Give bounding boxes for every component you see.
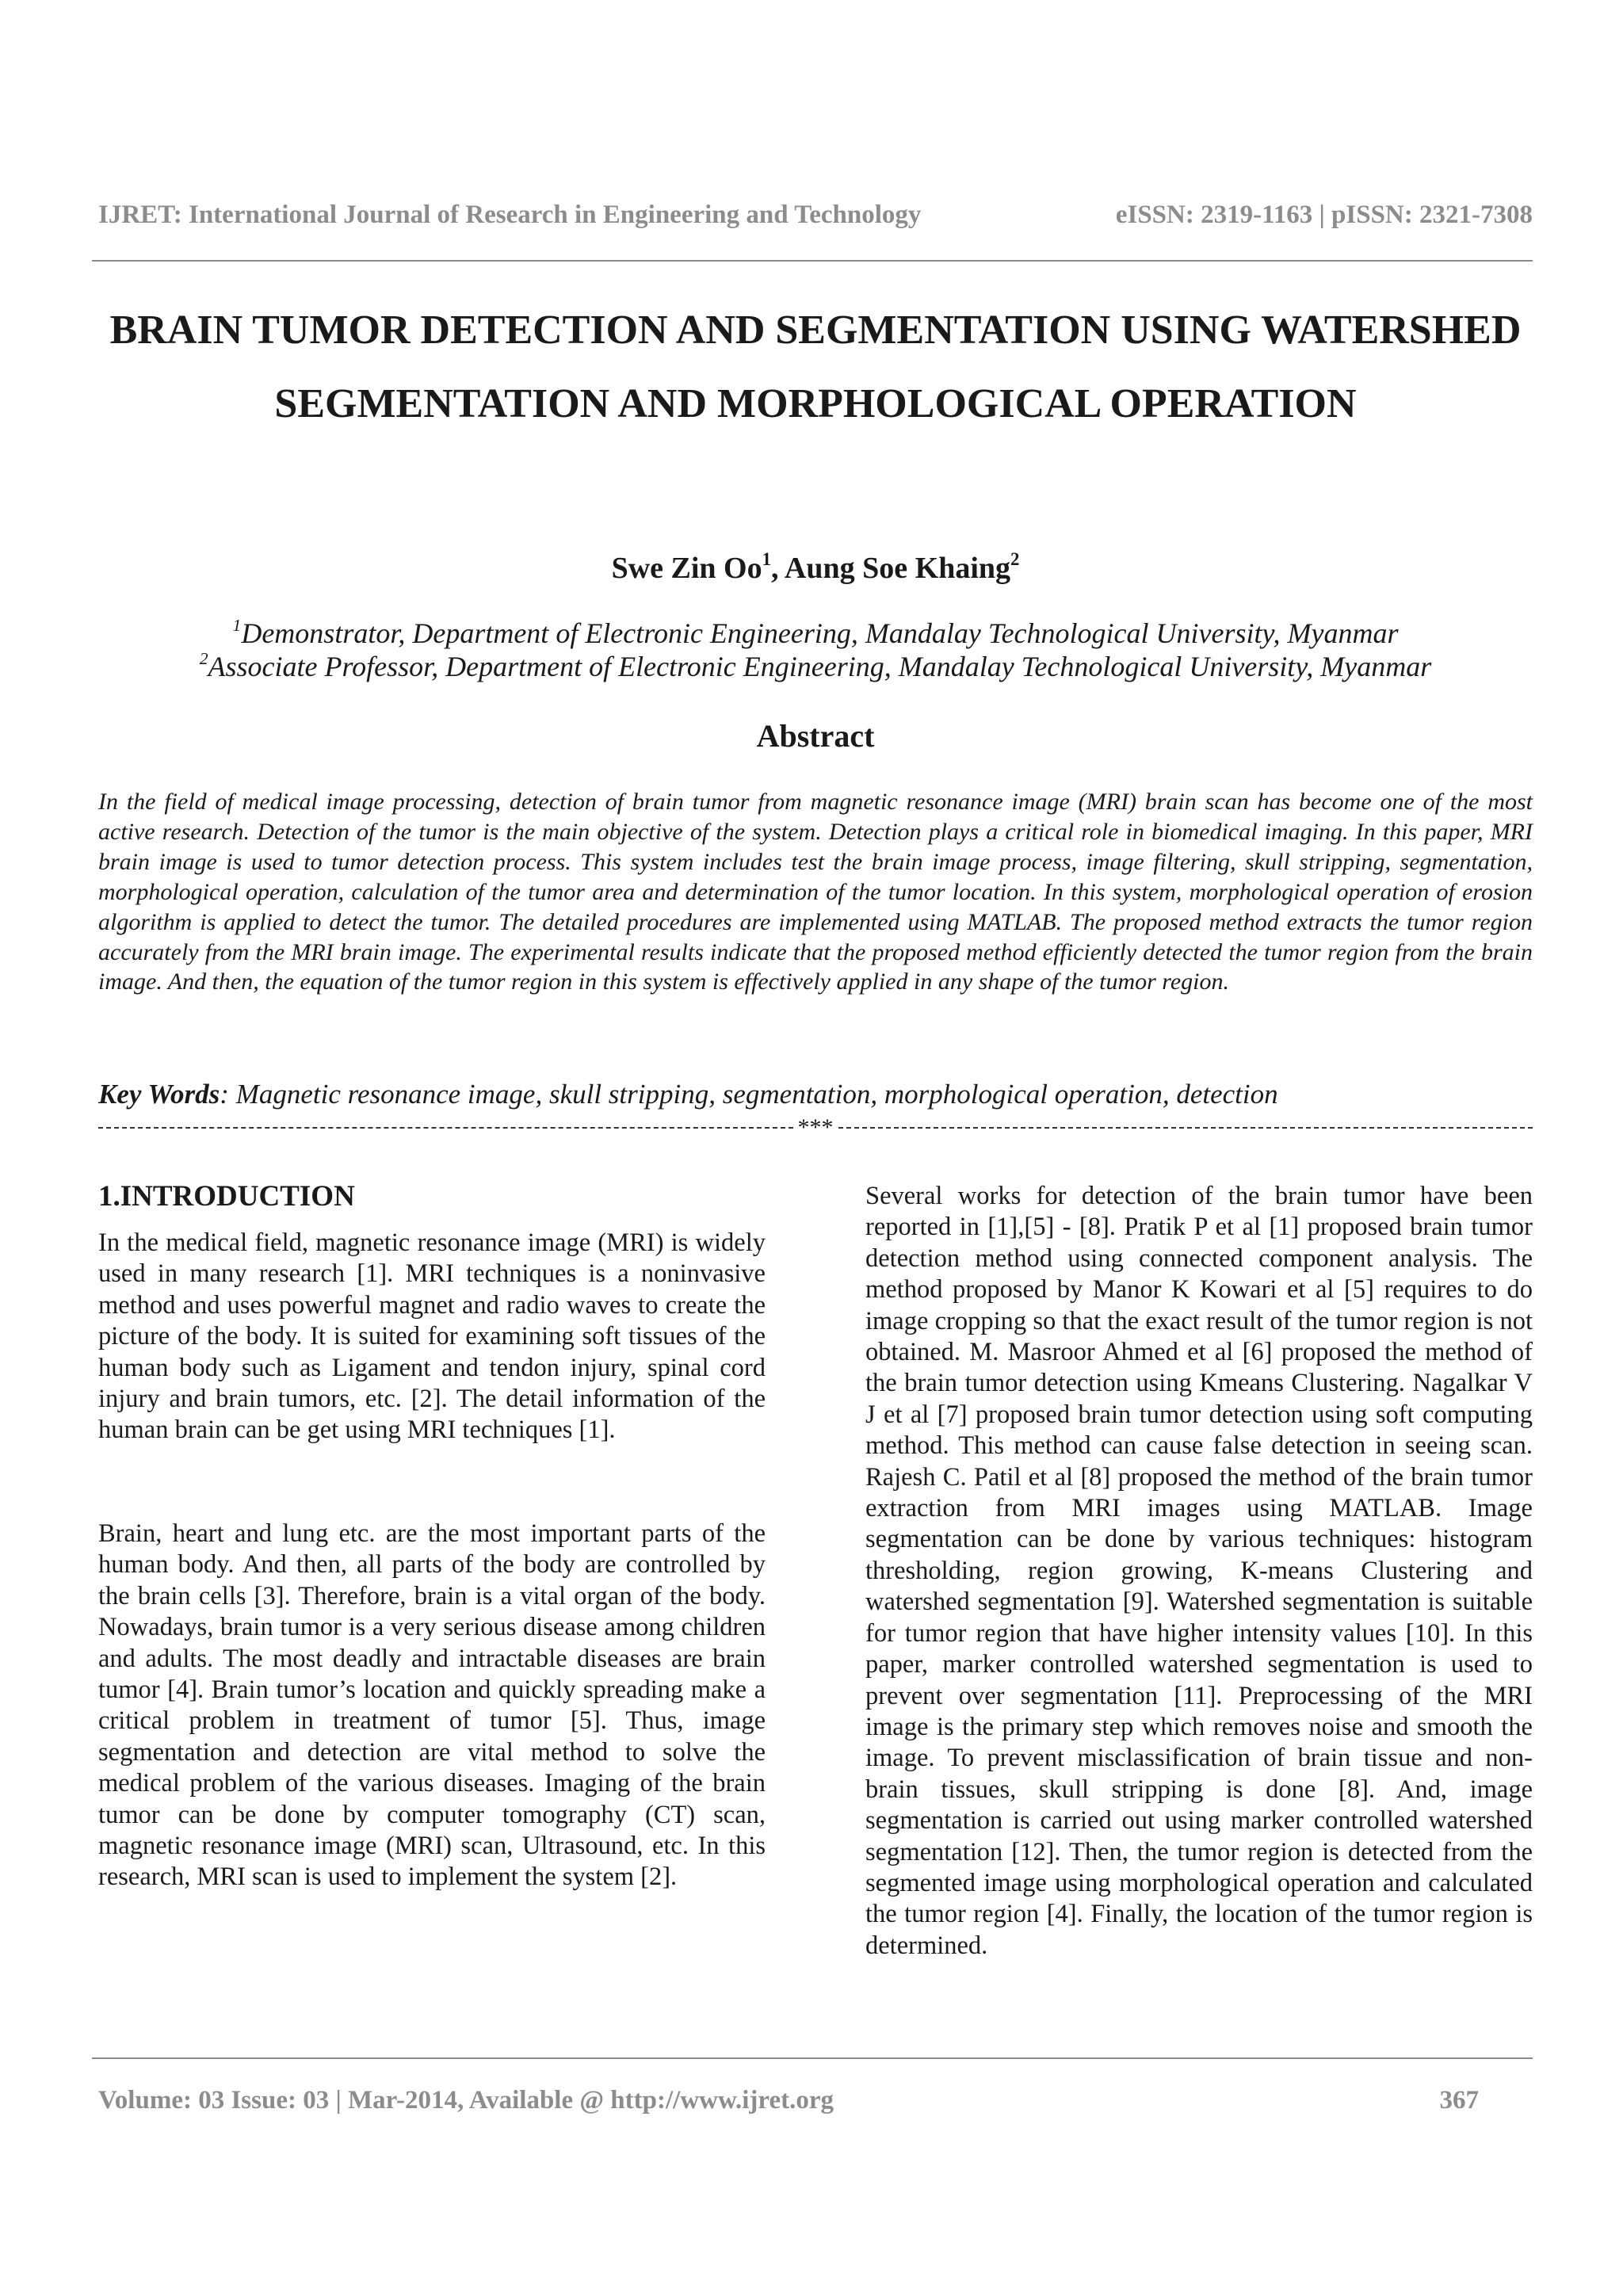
separator-dashes [98, 1127, 793, 1129]
author-separator: , [771, 552, 785, 585]
running-header [98, 195, 1533, 235]
footer-rule [92, 2057, 1533, 2059]
running-footer [98, 2080, 1479, 2120]
body-paragraph: In the medical field, magnetic resonance image (MRI) is widely used in many research [1]. MRI techniques is a noninvasive method and uses powerful magnet and radio waves to create the picture of the body. It is suited for examining soft tissues of the human body such as Ligament and tendon injury, spinal cord injury and brain tumors, etc. [2]. The detail information of the human brain can be get using MRI techniques [1]. [98, 1228, 766, 1445]
author-superscript: 1 [762, 549, 772, 570]
abstract-heading: Abstract [756, 718, 875, 754]
paper-title: BRAIN TUMOR DETECTION AND SEGMENTATION USING WATERSHED SEGMENTATION AND MORPHOLOGICAL OPERATION [109, 308, 1522, 426]
affiliation-superscript: 2 [199, 648, 208, 668]
page-number: 367 [1439, 2085, 1479, 2115]
author-line [98, 548, 1533, 588]
separator-dashes [838, 1127, 1533, 1129]
section-separator [98, 1112, 1533, 1144]
journal-name: IJRET: International Journal of Research in Engineering and Technology [98, 200, 922, 229]
affiliation [98, 648, 1533, 685]
abstract-text: In the field of medical image processing, detection of brain tumor from magnetic resonance image (MRI) brain scan has become one of the most active research. Detection of the tumor is the main objective of the system. Detection plays a critical role in biomedical imaging. In this paper, MRI brain image is used to tumor detection process. This system includes test the brain image process, image filtering, skull stripping, segmentation, morphological operation, calculation of the tumor area and determination of the tumor location. In this system, morphological operation of erosion algorithm is applied to detect the tumor. The detailed procedures are implemented using MATLAB. The proposed method extracts the tumor region accurately from the MRI brain image. The experimental results indicate that the proposed method efficiently detected the tumor region from the brain image. And then, the equation of the tumor region in this system is effectively applied in any shape of the tumor region. [98, 789, 1533, 995]
separator-mark: *** [797, 1114, 834, 1140]
issn-info: eISSN: 2319-1163 | pISSN: 2321-7308 [1115, 200, 1533, 229]
affiliation-text: Demonstrator, Department of Electronic Engineering, Mandalay Technological University, Myanmar [241, 617, 1399, 649]
affiliation [98, 615, 1533, 651]
affiliation-text: Associate Professor, Department of Electronic Engineering, Mandalay Technological University, Myanmar [208, 651, 1432, 682]
affiliation-superscript: 1 [232, 615, 242, 635]
introduction-heading: 1.INTRODUCTION [98, 1180, 355, 1213]
keywords-label: Key Words [98, 1079, 220, 1110]
keywords-line [98, 1076, 1533, 1113]
author-name: Aung Soe Khaing [784, 552, 1011, 585]
body-paragraph: Several works for detection of the brain tumor have been reported in [1],[5] - [8]. Pratik P et al [1] proposed brain tumor detection method using connected component analysis. The method proposed by Manor K Kowari et al [5] requires to do image cropping so that the exact result of the tumor region is not obtained. M. Masroor Ahmed et al [6] proposed the method of the brain tumor detection using Kmeans Clustering. Nagalkar V J et al [7] proposed brain tumor detection using soft computing method. This method can cause false detection in seeing scan. Rajesh C. Patil et al [8] proposed the method of the brain tumor extraction from MRI images using MATLAB. Image segmentation can be done by various techniques: histogram thresholding, region growing, K-means Clustering and watershed segmentation [9]. Watershed segmentation is suitable for tumor region that have higher intensity values [10]. In this paper, marker controlled watershed segmentation is used to prevent over segmentation [11]. Preprocessing of the MRI image is the primary step which removes noise and smooth the image. To prevent misclassification of brain tissue and non-brain tissues, skull stripping is done [8]. And, image segmentation is carried out using marker controlled watershed segmentation [12]. Then, the tumor region is detected from the segmented image using morphological operation and calculated the tumor region [4]. Finally, the location of the tumor region is determined. [865, 1182, 1533, 1960]
body-paragraph: Brain, heart and lung etc. are the most important parts of the human body. And then, all parts of the body are controlled by the brain cells [3]. Therefore, brain is a vital organ of the body. Nowadays, brain tumor is a very serious disease among children and adults. The most deadly and intractable diseases are brain tumor [4]. Brain tumor’s location and quickly spreading make a critical problem in treatment of tumor [5]. Thus, image segmentation and detection are vital method to solve the medical problem of the various diseases. Imaging of the brain tumor can be done by computer tomography (CT) scan, magnetic resonance image (MRI) scan, Ultrasound, etc. In this research, MRI scan is used to implement the system [2]. [98, 1519, 766, 1892]
keywords-text: : Magnetic resonance image, skull stripping, segmentation, morphological operation, detection [220, 1079, 1278, 1110]
author-name: Swe Zin Oo [611, 552, 762, 585]
author-superscript: 2 [1010, 549, 1020, 570]
header-rule [92, 260, 1533, 262]
volume-info: Volume: 03 Issue: 03 | Mar-2014, Available @ http://www.ijret.org [98, 2085, 834, 2115]
